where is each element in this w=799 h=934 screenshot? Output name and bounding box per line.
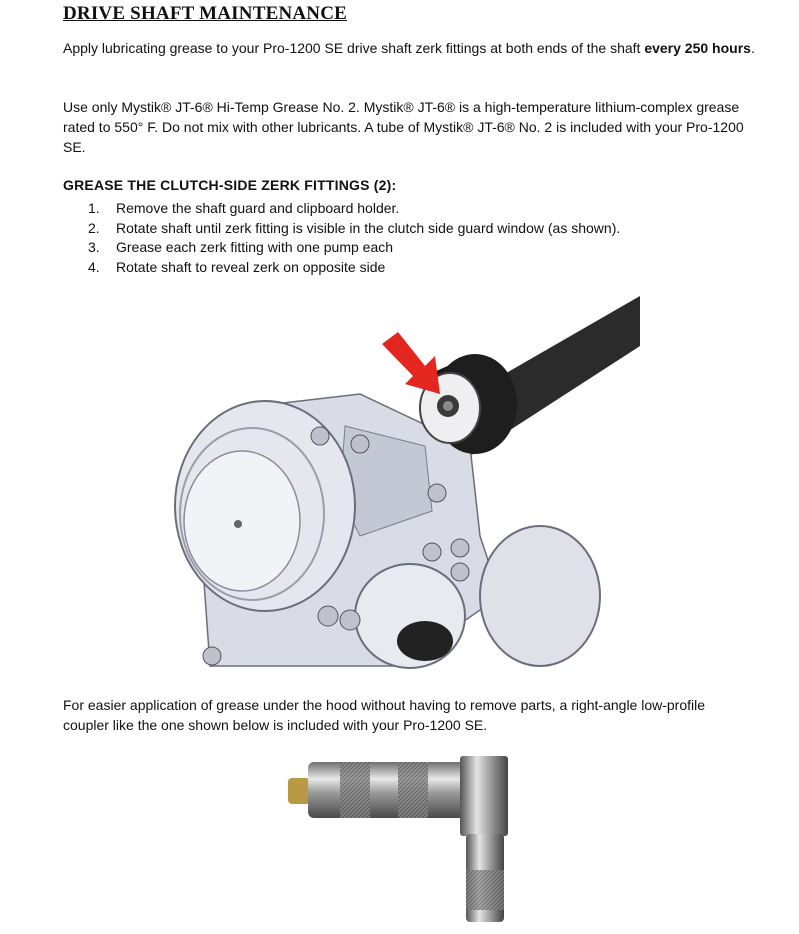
coupler-body (308, 762, 466, 818)
bolt-icon (311, 427, 329, 445)
interval-period: . (750, 40, 755, 56)
list-item (88, 258, 620, 278)
interval-text: Apply lubricating grease to your Pro-1200 SE drive shaft zerk fittings at both ends of the shaft (63, 40, 645, 56)
clutch-side-heading: GREASE THE CLUTCH-SIDE ZERK FITTINGS (2): (63, 177, 397, 193)
step-text: Rotate shaft to reveal zerk on opposite side (116, 258, 386, 275)
grease-spec-paragraph: Use only Mystik® JT-6® Hi-Temp Grease No. 2. Mystik® JT-6® is a high-temperature lithium-complex grease rated to 550° F. Do not mix with other lubricants. A tube of Mystik® JT-6® No. 2 is included with your Pro-1200 SE. (63, 99, 744, 155)
red-arrow-icon (382, 332, 440, 394)
bolt-icon (428, 484, 446, 502)
interval-paragraph (63, 38, 763, 58)
zerk-nipple (443, 401, 453, 411)
step-text: Rotate shaft until zerk fitting is visible in the clutch side guard window (as shown). (116, 219, 621, 236)
side-drum (480, 526, 600, 666)
page-title: DRIVE SHAFT MAINTENANCE (63, 3, 348, 24)
knurl-band (466, 870, 504, 910)
coupler-paragraph: For easier application of grease under the hood without having to remove parts, a right-angle low-profile coupler like the one shown below is included with your Pro-1200 SE. (63, 697, 706, 733)
bolt-icon (423, 543, 441, 561)
bolt-icon (318, 606, 338, 626)
knurl-band (340, 762, 370, 818)
bolt-icon (351, 435, 369, 453)
step-number: 2. (88, 219, 100, 236)
drive-shaft-figure (170, 296, 640, 676)
list-item (88, 199, 620, 219)
coupler-figure (278, 750, 518, 925)
bolt-icon (451, 539, 469, 557)
list-item (88, 219, 620, 239)
knurl-band (398, 762, 428, 818)
bolt-icon (340, 610, 360, 630)
list-item (88, 238, 620, 258)
step-text: Grease each zerk fitting with one pump each (116, 239, 394, 255)
steps-list (88, 199, 620, 277)
interval-emphasis: every 250 hours (644, 40, 751, 56)
bolt-icon (203, 647, 221, 665)
pulley-face (184, 451, 300, 591)
step-number: 4. (88, 258, 100, 275)
brass-zerk-tip (288, 778, 310, 804)
bolt-icon (451, 563, 469, 581)
hex-elbow (460, 756, 508, 836)
step-number: 1. (88, 200, 100, 216)
pulley-center (234, 520, 242, 528)
step-number: 3. (88, 239, 100, 255)
lower-bearing (397, 621, 453, 661)
step-text: Remove the shaft guard and clipboard holder. (116, 200, 400, 216)
